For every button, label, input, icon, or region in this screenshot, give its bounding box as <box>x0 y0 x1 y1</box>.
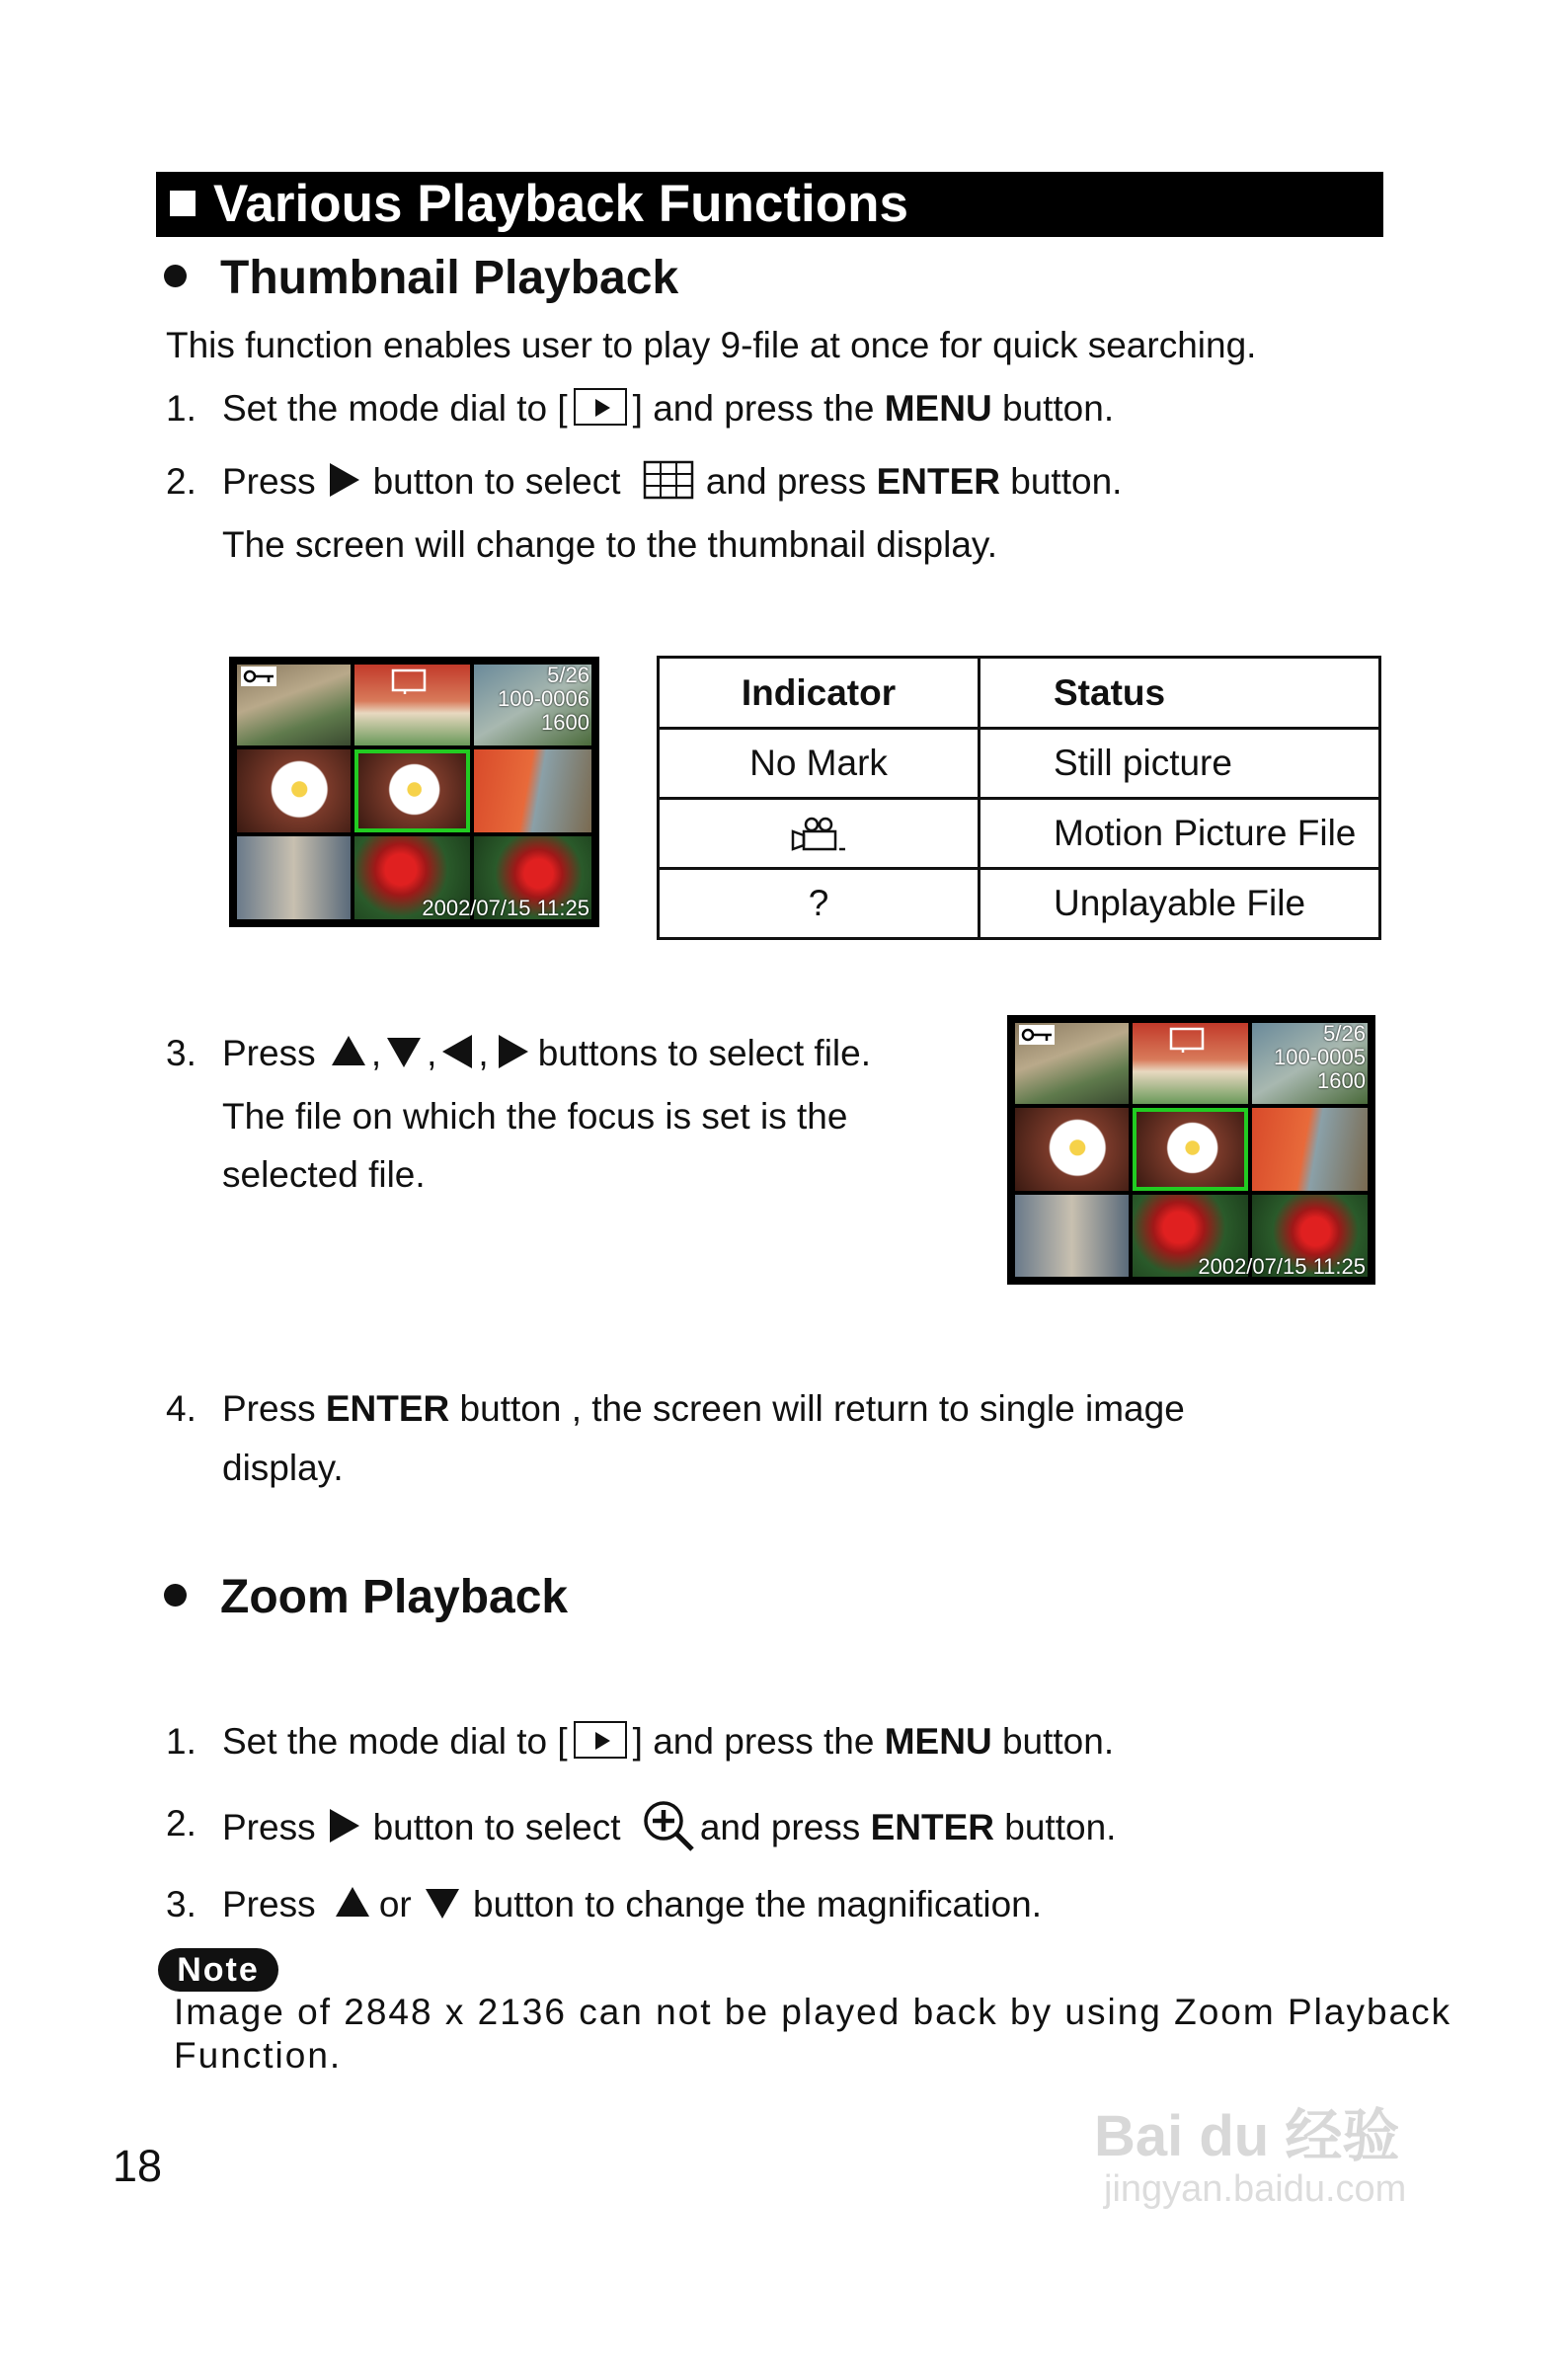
selected-thumbnail <box>354 749 470 832</box>
movie-camera-icon <box>790 816 847 855</box>
menu-label: MENU <box>884 1721 992 1762</box>
status-cell: Motion Picture File <box>980 799 1380 869</box>
header-indicator: Indicator <box>659 658 980 729</box>
thumbnail-screen-2 <box>1007 1015 1375 1285</box>
header-status: Status <box>980 658 1380 729</box>
step-text: button. <box>1001 388 1115 429</box>
step-text: ] and press the <box>632 1721 875 1762</box>
step-text: Press <box>222 1033 316 1073</box>
file-counter: 5/26 <box>547 663 589 687</box>
step-text: ] and press the <box>632 388 875 429</box>
thumbnail-image <box>237 749 351 832</box>
playback-mode-icon <box>574 1721 627 1759</box>
note-text <box>174 1991 1451 2078</box>
step-text: Press <box>222 1806 316 1847</box>
selected-thumbnail <box>1133 1108 1248 1191</box>
step-text: button to change the magnification. <box>473 1884 1043 1924</box>
step-number: 3. <box>166 1033 196 1073</box>
step-text: Set the mode dial to [ <box>222 388 568 429</box>
key-icon <box>241 667 276 686</box>
note-line: Image of 2848 x 2136 can not be played back by using Zoom Playback <box>174 1992 1452 2032</box>
right-arrow-icon <box>499 1035 528 1068</box>
status-cell: Still picture <box>980 729 1380 799</box>
thumbnail-step1 <box>222 387 1114 431</box>
square-bullet-icon <box>170 191 196 216</box>
thumbnail-intro: This function enables user to play 9-file at once for quick searching. <box>166 325 1257 365</box>
thumbnail-screen-1 <box>229 657 599 927</box>
thumbnail-step3 <box>222 1032 871 1075</box>
thumbnail-step3-line3: selected file. <box>222 1154 426 1195</box>
step-text: button to select <box>372 1806 621 1847</box>
section-title: Various Playback Functions <box>213 175 908 233</box>
right-arrow-icon <box>330 1809 359 1843</box>
thumbnail-image <box>474 749 591 832</box>
step-text: Press <box>222 1884 316 1924</box>
step-number: 1. <box>166 388 196 429</box>
thumbnail-heading <box>164 251 678 305</box>
zoom-heading <box>164 1570 568 1624</box>
zoom-step1 <box>222 1720 1114 1764</box>
file-number: 100-0006 <box>498 686 589 711</box>
indicator-cell <box>659 799 980 869</box>
thumbnail-step3-line2: The file on which the focus is set is the <box>222 1096 848 1137</box>
menu-label: MENU <box>884 388 992 429</box>
step-text: button. <box>1001 1721 1115 1762</box>
indicator-cell: No Mark <box>659 729 980 799</box>
left-arrow-icon <box>442 1035 472 1068</box>
thumbnail-step2-line2: The screen will change to the thumbnail display. <box>222 524 997 565</box>
enter-label: ENTER <box>876 461 1000 502</box>
section-banner <box>156 172 1383 237</box>
step-text: button to select <box>372 461 621 502</box>
separator: , <box>370 1033 382 1073</box>
print-icon <box>1169 1027 1205 1053</box>
step-text: Press <box>222 1388 316 1429</box>
thumbnail-image <box>1252 1108 1368 1191</box>
step-text: and press <box>699 1806 861 1847</box>
date-time: 2002/07/15 11:25 <box>422 896 589 920</box>
step-text: and press <box>705 461 867 502</box>
step-text: Press <box>222 461 316 502</box>
note-line: Function. <box>174 2035 343 2076</box>
enter-label: ENTER <box>325 1388 450 1429</box>
file-number: 100-0005 <box>1274 1045 1366 1069</box>
step-text: buttons to select file. <box>537 1033 872 1073</box>
step-text: button. <box>1004 1806 1117 1847</box>
step-text: or <box>378 1884 412 1924</box>
zoom-step2 <box>222 1802 1116 1857</box>
playback-mode-icon <box>574 388 627 426</box>
page-number: 18 <box>113 2141 163 2191</box>
zoom-step3 <box>222 1883 1042 1926</box>
status-cell: Unplayable File <box>980 869 1380 939</box>
separator: , <box>478 1033 489 1073</box>
indicator-cell: ? <box>659 869 980 939</box>
file-counter: 5/26 <box>1323 1021 1366 1046</box>
table-row <box>659 799 1380 869</box>
thumbnail-image <box>1015 1108 1129 1191</box>
step-number: 2. <box>166 461 196 502</box>
right-arrow-icon <box>330 463 359 497</box>
date-time: 2002/07/15 11:25 <box>1198 1254 1366 1279</box>
step-text: button. <box>1010 461 1123 502</box>
bullet-icon <box>164 265 187 287</box>
table-row <box>659 869 1380 939</box>
thumbnail-step4 <box>222 1387 1185 1431</box>
image-size: 1600 <box>541 710 589 735</box>
table-row <box>659 729 1380 799</box>
thumbnail-step2 <box>222 460 1122 504</box>
enter-label: ENTER <box>870 1806 994 1847</box>
thumbnail-step4-line2: display. <box>222 1448 344 1488</box>
thumbnail-image <box>237 836 351 919</box>
up-arrow-icon <box>332 1036 365 1065</box>
image-size: 1600 <box>1317 1068 1366 1093</box>
key-icon <box>1019 1025 1055 1045</box>
bullet-icon <box>164 1584 187 1607</box>
print-icon <box>391 668 427 694</box>
thumbnail-heading-text: Thumbnail Playback <box>220 252 679 304</box>
step-text: button , the screen will return to single image <box>459 1388 1185 1429</box>
step-number: 1. <box>166 1721 196 1762</box>
zoom-in-icon <box>641 1798 696 1853</box>
watermark-url: jingyan.baidu.com <box>1104 2168 1407 2210</box>
watermark-logo: Bai du 经验 <box>1094 2104 1400 2168</box>
indicator-table <box>657 656 1381 940</box>
zoom-heading-text: Zoom Playback <box>220 1571 569 1623</box>
down-arrow-icon <box>426 1889 459 1919</box>
step-number: 3. <box>166 1884 196 1924</box>
table-header-row <box>659 658 1380 729</box>
step-number: 4. <box>166 1388 196 1429</box>
note-badge: Note <box>158 1948 278 1992</box>
separator: , <box>427 1033 437 1073</box>
down-arrow-icon <box>387 1038 421 1067</box>
up-arrow-icon <box>336 1887 369 1917</box>
step-number: 2. <box>166 1803 196 1844</box>
step-text: Set the mode dial to [ <box>222 1721 568 1762</box>
thumbnail-image <box>1015 1195 1129 1277</box>
thumbnail-grid-icon <box>643 460 694 500</box>
